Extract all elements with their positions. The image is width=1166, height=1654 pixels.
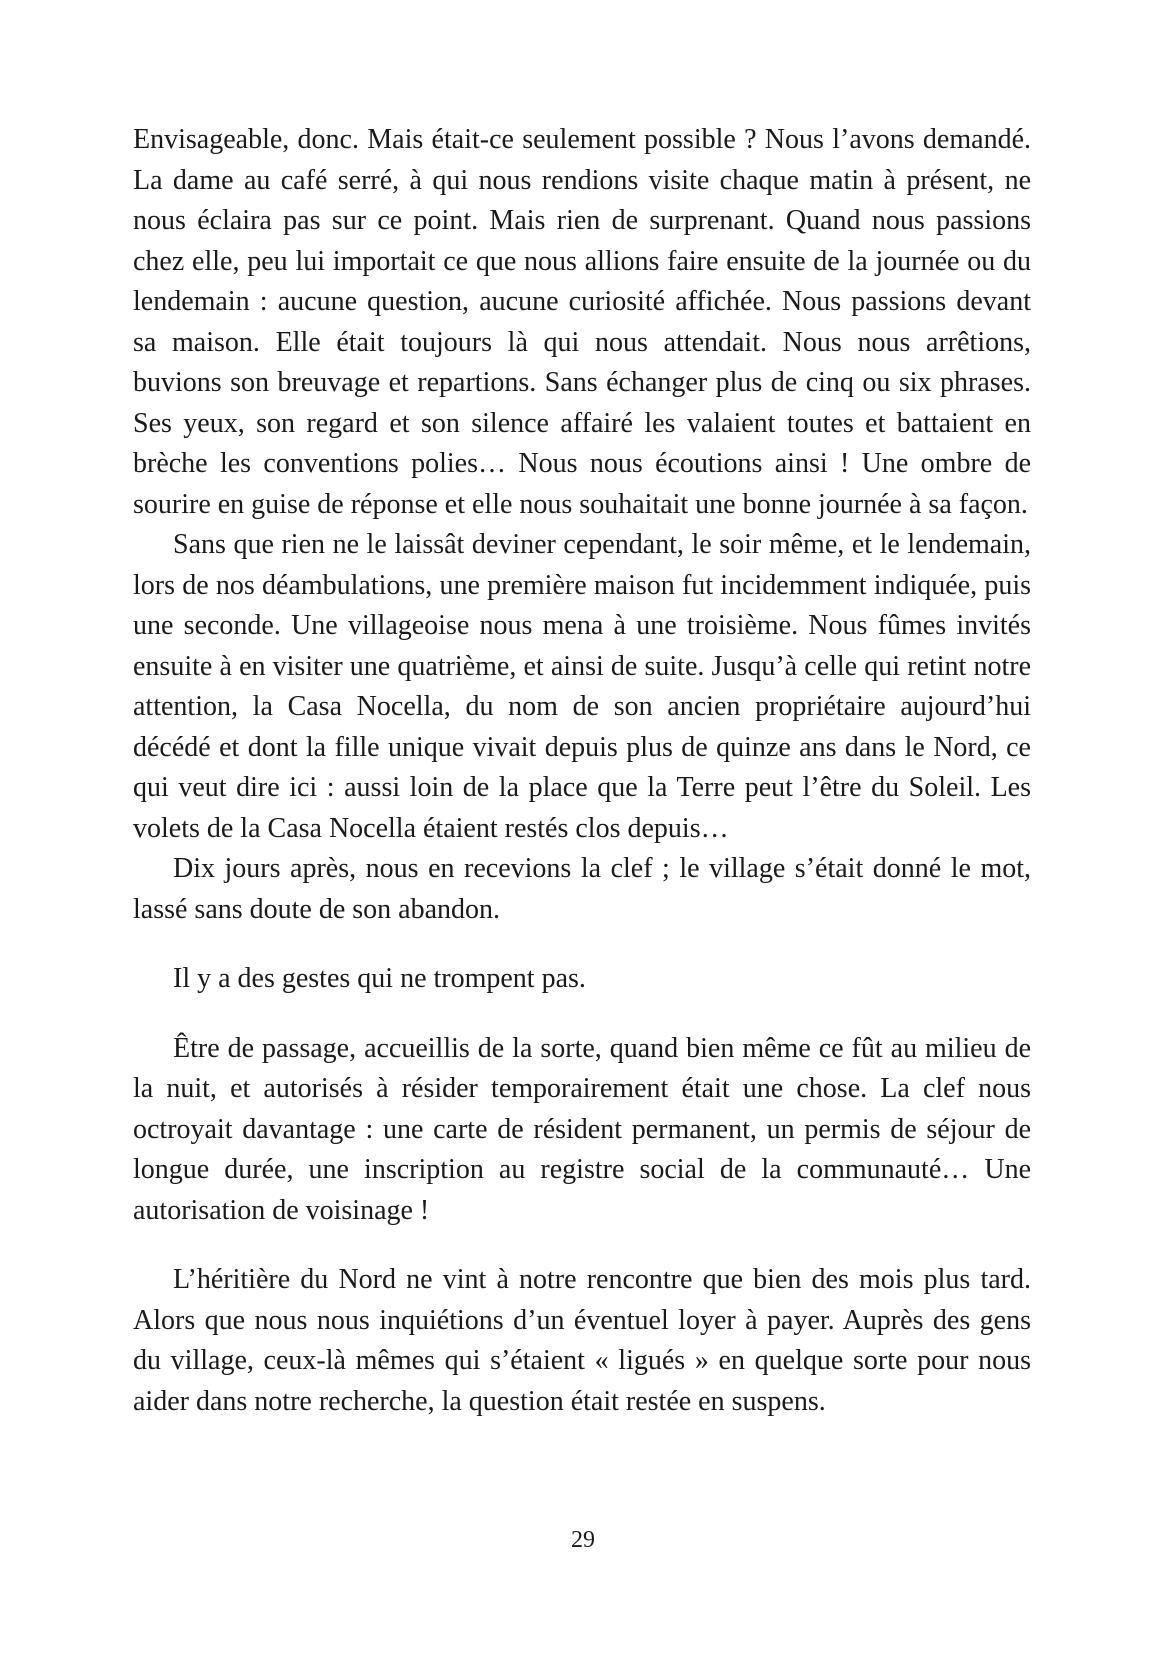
- paragraph-2: Sans que rien ne le laissât deviner cependant, le soir même, et le lendemain, lors de nos déambulations, une première maison fut incidemment indiquée, puis une seconde. Une villageoise nous mena à une troisième. Nous fûmes invités ensuite à en visiter une quatrième, et ainsi de suite. Jusqu’à celle qui retint notre attention, la Casa Nocella, du nom de son ancien propriétaire aujourd’hui décédé et dont la fille unique vivait depuis plus de quinze ans dans le Nord, ce qui veut dire ici : aussi loin de la place que la Terre peut l’être du Soleil. Les volets de la Casa Nocella étaient restés clos depuis…: [133, 529, 1031, 844]
- body-text: [133, 120, 1031, 1422]
- paragraph-3: Dix jours après, nous en recevions la clef ; le village s’était donné le mot, lassé sans doute de son abandon.: [133, 853, 1031, 925]
- paragraph-6: L’héritière du Nord ne vint à notre rencontre que bien des mois plus tard. Alors que nous nous inquiétions d’un éventuel loyer à payer. Auprès des gens du village, ceux-là mêmes qui s’étaient « ligués » en quelque sorte pour nous aider dans notre recherche, la question était restée en suspens.: [133, 1264, 1031, 1417]
- page-number: 29: [571, 1527, 595, 1553]
- paragraph-1: Envisageable, donc. Mais était-ce seulement possible ? Nous l’avons demandé. La dame au café serré, à qui nous rendions visite chaque matin à présent, ne nous éclaira pas sur ce point. Mais rien de surprenant. Quand nous passions chez elle, peu lui importait ce que nous allions faire ensuite de la journée ou du lendemain : aucune question, aucune curiosité affichée. Nous passions devant sa maison. Elle était toujours là qui nous attendait. Nous nous arrêtions, buvions son breuvage et repartions. Sans échanger plus de cinq ou six phrases. Ses yeux, son regard et son silence affairé les valaient toutes et battaient en brèche les conventions polies… Nous nous écoutions ainsi ! Une ombre de sourire en guise de réponse et elle nous souhaitait une bonne journée à sa façon.: [133, 124, 1031, 520]
- paragraph-4: Il y a des gestes qui ne trompent pas.: [173, 963, 586, 994]
- paragraph-5: Être de passage, accueillis de la sorte, quand bien même ce fût au milieu de la nuit, et autorisés à résider temporairement était une chose. La clef nous octroyait davantage : une carte de résident permanent, un permis de séjour de longue durée, une inscription au registre social de la communauté… Une autorisation de voisinage !: [133, 1032, 1031, 1226]
